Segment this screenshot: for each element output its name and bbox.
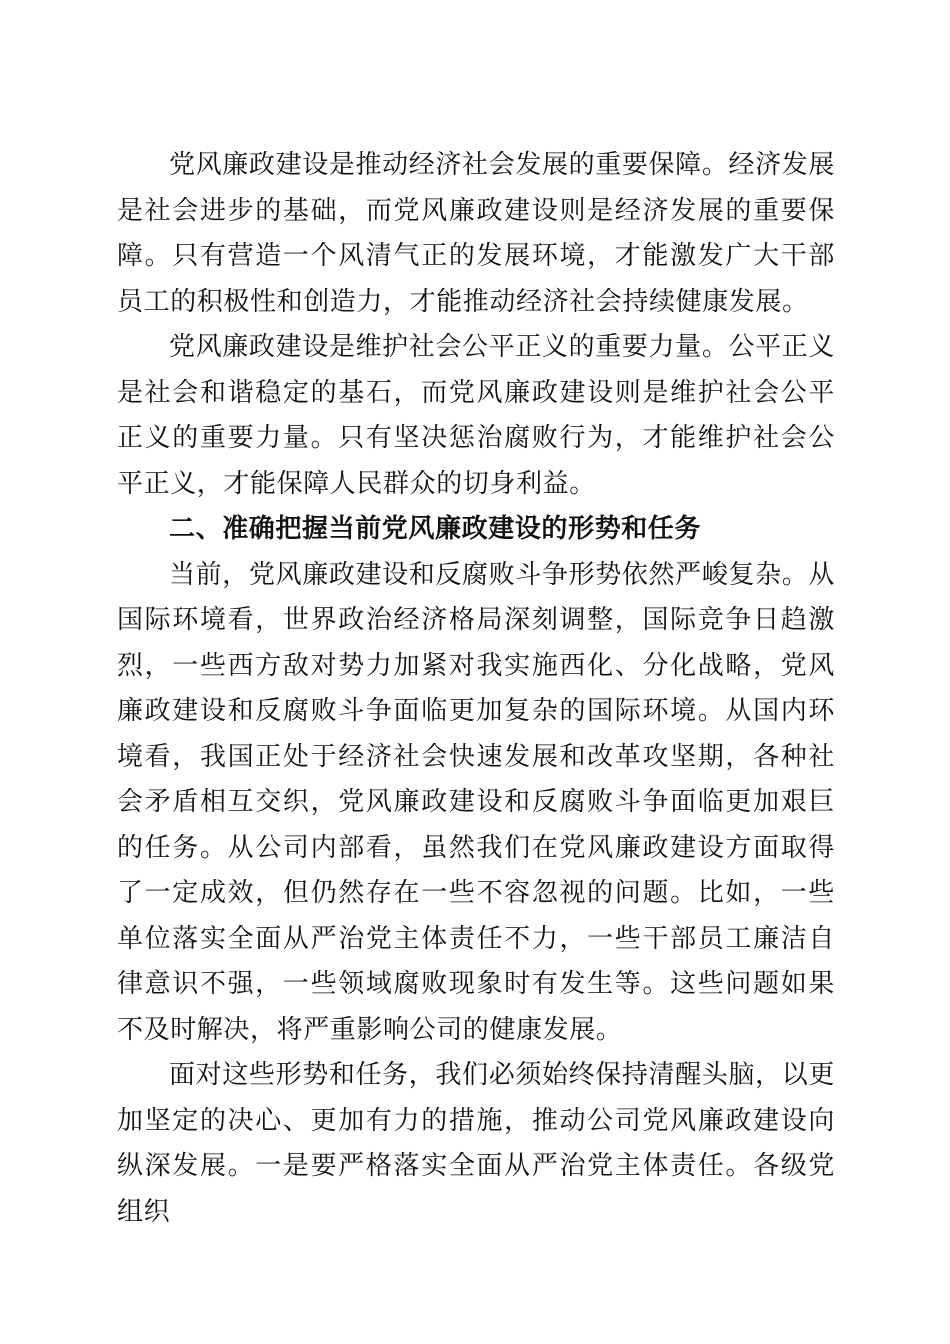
paragraph-social-justice: 党风廉政建设是维护社会公平正义的重要力量。公平正义是社会和谐稳定的基石，而党风廉政建设则是维护社会公平正义的重要力量。只有坚决惩治腐败行为，才能维护社会公平正义，才能保障人民群众的切身利益。	[117, 332, 835, 499]
paragraph-response-measures: 面对这些形势和任务，我们必须始终保持清醒头脑，以更加坚定的决心、更加有力的措施，推动公司党风廉政建设向纵深发展。一是要严格落实全面从严治党主体责任。各级党组织	[117, 1060, 835, 1227]
section-heading: 二、准确把握当前党风廉政建设的形势和任务	[169, 514, 702, 544]
paragraph-economic-guarantee: 党风廉政建设是推动经济社会发展的重要保障。经济发展是社会进步的基础，而党风廉政建设则是经济发展的重要保障。只有营造一个风清气正的发展环境，才能激发广大干部员工的积极性和创造力，才能推动经济社会持续健康发展。	[117, 150, 835, 317]
document-body	[117, 143, 835, 1235]
paragraph-current-situation: 当前，党风廉政建设和反腐败斗争形势依然严峻复杂。从国际环境看，世界政治经济格局深刻调整，国际竞争日趋激烈，一些西方敌对势力加紧对我实施西化、分化战略，党风廉政建设和反腐败斗争面临更加复杂的国际环境。从国内环境看，我国正处于经济社会快速发展和改革攻坚期，各种社会矛盾相互交织，党风廉政建设和反腐败斗争面临更加艰巨的任务。从公司内部看，虽然我们在党风廉政建设方面取得了一定成效，但仍然存在一些不容忽视的问题。比如，一些单位落实全面从严治党主体责任不力，一些干部员工廉洁自律意识不强，一些领域腐败现象时有发生等。这些问题如果不及时解决，将严重影响公司的健康发展。	[117, 559, 835, 1045]
